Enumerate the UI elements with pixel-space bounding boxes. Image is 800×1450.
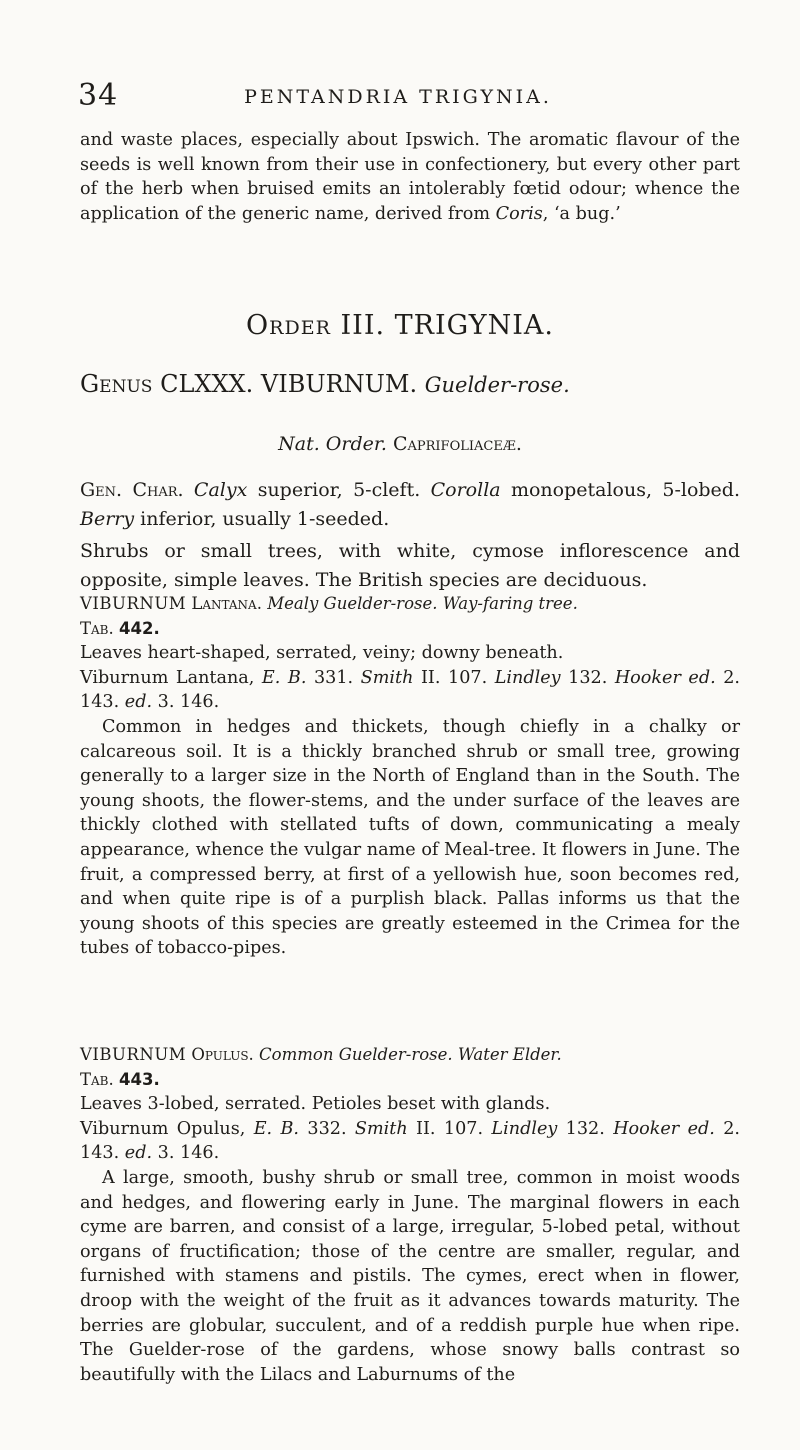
ref-hooker: Hooker bbox=[613, 1118, 680, 1139]
ref-smith-num: II. 107. bbox=[407, 1118, 492, 1139]
species-references bbox=[80, 1117, 740, 1166]
ref-ed: ed. bbox=[687, 1118, 715, 1139]
species-diagnosis: Leaves 3-lobed, serrated. Petioles beset with glands. bbox=[80, 1094, 551, 1115]
berry-text: inferior, usually 1-seeded. bbox=[134, 507, 390, 530]
ref-ed-2-num: 3. 146. bbox=[152, 1143, 220, 1164]
species-name: Lantana. bbox=[191, 594, 262, 613]
coris-term: Coris bbox=[495, 203, 543, 224]
ref-smith-num: II. 107. bbox=[413, 667, 495, 688]
ref-lindley-num: 132. bbox=[557, 1118, 614, 1139]
species-genus-name: VIBURNUM bbox=[80, 1045, 187, 1064]
gen-char-label: Gen. Char. bbox=[80, 479, 184, 501]
tab-number: 442. bbox=[119, 618, 160, 638]
genus-heading bbox=[80, 370, 740, 398]
intro-text-end: , ‘a bug.’ bbox=[542, 203, 621, 224]
ref-name: Viburnum Opulus, bbox=[80, 1118, 254, 1139]
ref-ed: ed. bbox=[688, 667, 716, 688]
species-description: Common in hedges and thickets, though chiefly in a chalky or calcareous soil. It is a thickly branched shrub or small tree, growing generally to a larger size in the North of England than in the South. The young shoots, the flower-stems, and the under surface of the leaves are thickly clothed with stellated tufts of down, communicating a mealy appearance, whence the vulgar name of Meal-tree. It flowers in June. The fruit, a compressed berry, at first of a yellowish hue, soon becomes red, and when quite ripe is of a purplish black. Pallas informs us that the young shoots of this species are greatly esteemed in the Crimea for the tubes of tobacco-pipes. bbox=[80, 716, 740, 959]
running-title: PENTANDRIA TRIGYNIA. bbox=[244, 86, 552, 108]
species-diagnosis: Leaves heart-shaped, serrated, veiny; downy beneath. bbox=[80, 643, 564, 664]
ref-ed-num: 2. 143. bbox=[80, 1118, 741, 1164]
calyx-term: Calyx bbox=[193, 479, 248, 501]
species-genus-name: VIBURNUM bbox=[80, 594, 187, 613]
berry-term: Berry bbox=[80, 507, 135, 530]
genus-numeral: CLXXX. bbox=[160, 370, 254, 398]
ref-smith: Smith bbox=[360, 667, 414, 688]
intro-text: and waste places, especially about Ipswich. The aromatic flavour of the seeds is well known from their use in confectionery, but every other part of the herb when bruised emits an intolerably fœtid odour; whence the application of the generic name, derived from bbox=[80, 130, 740, 224]
running-head bbox=[78, 78, 718, 112]
tab-label: Tab. bbox=[80, 618, 114, 638]
genus-name: VIBURNUM. bbox=[260, 370, 418, 398]
ref-name: Viburnum Lantana, bbox=[80, 667, 262, 688]
species-common-names: Common Guelder-rose. Water Elder. bbox=[259, 1045, 562, 1064]
genus-common-name: Guelder-rose. bbox=[424, 373, 570, 397]
corolla-text: monopetalous, 5-lobed. bbox=[500, 479, 741, 501]
page-number: 34 bbox=[78, 78, 119, 113]
ref-smith: Smith bbox=[354, 1118, 408, 1139]
genus-description: Shrubs or small trees, with white, cymose inflorescence and opposite, simple leaves. The British species are deciduous. bbox=[80, 540, 740, 591]
generic-characters bbox=[80, 476, 740, 594]
ref-eb: E. B. bbox=[261, 667, 307, 688]
ref-eb-num: 332. bbox=[299, 1118, 355, 1139]
species-entry-lantana bbox=[80, 592, 740, 961]
ref-eb-num: 331. bbox=[306, 667, 361, 688]
nat-order-value: Caprifoliaceæ. bbox=[392, 433, 522, 455]
ref-lindley: Lindley bbox=[494, 667, 561, 688]
species-entry-opulus bbox=[80, 1043, 740, 1387]
ref-ed-2: ed. bbox=[124, 1143, 153, 1164]
ref-hooker: Hooker bbox=[614, 667, 681, 688]
order-label: Order bbox=[246, 310, 331, 341]
ref-ed-2: ed. bbox=[124, 692, 153, 713]
corolla-term: Corolla bbox=[430, 479, 501, 501]
ref-ed-num: 2. 143. bbox=[80, 667, 741, 713]
species-references bbox=[80, 666, 740, 715]
species-name: Opulus. bbox=[191, 1045, 254, 1064]
tab-label: Tab. bbox=[80, 1069, 114, 1089]
order-numeral: III. bbox=[340, 310, 386, 341]
species-common-names: Mealy Guelder-rose. Way-faring tree. bbox=[267, 594, 578, 613]
calyx-text: superior, 5-cleft. bbox=[247, 479, 431, 501]
intro-paragraph bbox=[80, 128, 740, 226]
order-heading bbox=[0, 310, 800, 341]
ref-lindley-num: 132. bbox=[560, 667, 615, 688]
ref-ed-2-num: 3. 146. bbox=[152, 692, 220, 713]
ref-eb: E. B. bbox=[253, 1118, 300, 1139]
species-description: A large, smooth, bushy shrub or small tree, common in moist woods and hedges, and flowering early in June. The marginal flowers in each cyme are barren, and consist of a large, irregular, 5-lobed petal, without organs of fructification; those of the centre are smaller, regular, and furnished with stamens and pistils. The cymes, erect when in flower, droop with the weight of the fruit as it advances towards maturity. The berries are globular, succulent, and of a reddish purple hue when ripe. The Guelder-rose of the gardens, whose snowy balls contrast so beautifully with the Lilacs and Laburnums of the bbox=[80, 1167, 740, 1385]
nat-order-label: Nat. Order. bbox=[278, 433, 387, 455]
order-name: TRIGYNIA. bbox=[394, 310, 554, 341]
ref-lindley: Lindley bbox=[491, 1118, 558, 1139]
tab-number: 443. bbox=[119, 1069, 160, 1089]
genus-label: Genus bbox=[80, 370, 153, 398]
natural-order bbox=[0, 433, 800, 455]
